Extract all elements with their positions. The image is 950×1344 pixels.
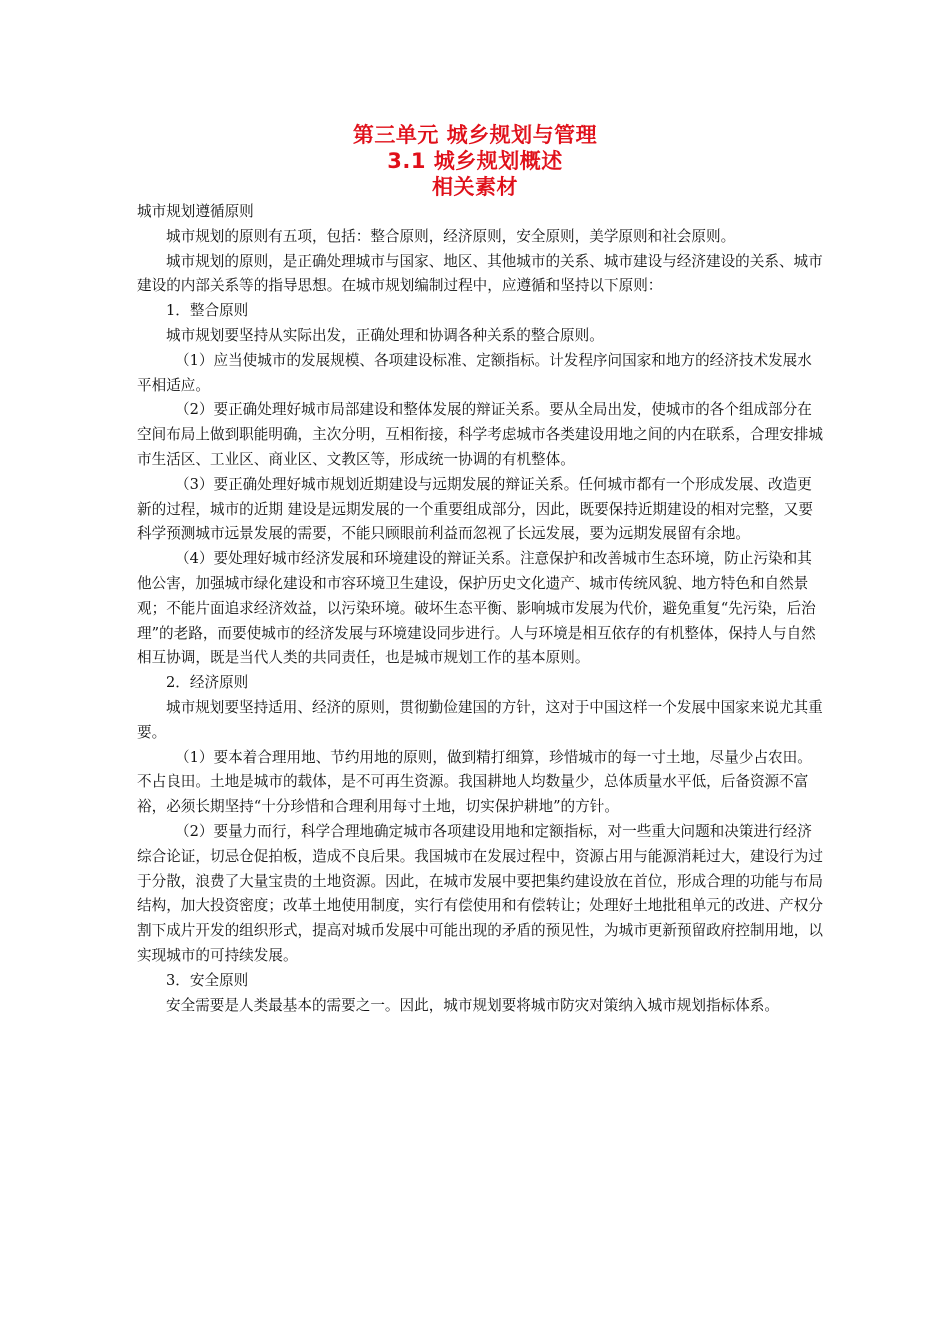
subheading-integration: 1．整合原则: [166, 302, 249, 320]
list-item: （1）要本着合理用地、节约用地的原则，做到精打细算，珍惜城市的每一寸土地，尽量少占农田。不占良田。土地是城市的载体，是不可再生资源。我国耕地人均数量少，总体质量水平低，后备资源不富裕，必须长期坚持“十分珍惜和合理利用每寸土地，切实保护耕地”的方针。: [137, 748, 812, 816]
title-line-unit: 第三单元 城乡规划与管理: [352, 123, 598, 147]
title-line-section: 3.1 城乡规划概述: [387, 149, 563, 173]
document-title: [0, 122, 950, 200]
subheading-safety: 3．安全原则: [166, 971, 249, 989]
list-item: （4）要处理好城市经济发展和环境建设的辩证关系。注意保护和改善城市生态环境，防止污染和其他公害，加强城市绿化建设和市容环境卫生建设，保护历史文化遗产、城市传统风貌、地方特色和自然景观；不能片面追求经济效益，以污染环境。破坏生态平衡、影响城市发展为代价，避免重复“先污染，后治理”的老路，而要使城市的经济发展与环境建设同步进行。人与环境是相互依存的有机整体，保持人与自然相互协调，既是当代人类的共同责任，也是城市规划工作的基本原则。: [137, 550, 816, 667]
paragraph: 安全需要是人类最基本的需要之一。因此，城市规划要将城市防灾对策纳入城市规划指标体系。: [166, 996, 779, 1014]
title-line-subtitle: 相关素材: [432, 175, 518, 199]
list-item: （1）应当使城市的发展规模、各项建设标准、定额指标。计发程序问国家和地方的经济技术发展水平相适应。: [137, 351, 812, 394]
list-item: （2）要正确处理好城市局部建设和整体发展的辩证关系。要从全局出发，使城市的各个组成部分在空间布局上做到职能明确，主次分明，互相衔接，科学考虑城市各类建设用地之间的内在联系，合理安排城市生活区、工业区、商业区、文教区等，形成统一协调的有机整体。: [137, 401, 823, 468]
paragraph: 城市规划的原则，是正确处理城市与国家、地区、其他城市的关系、城市建设与经济建设的关系、城市建设的内部关系等的指导思想。在城市规划编制过程中，应遵循和坚持以下原则：: [137, 252, 823, 295]
paragraph: 城市规划的原则有五项，包括：整合原则，经济原则，安全原则，美学原则和社会原则。: [166, 227, 736, 245]
subheading-economy: 2．经济原则: [166, 674, 249, 692]
paragraph: 城市规划要坚持从实际出发，正确处理和协调各种关系的整合原则。: [166, 326, 604, 344]
paragraph: 城市规划要坚持适用、经济的原则，贯彻勤俭建国的方针，这对于中国这样一个发展中国家来说尤其重要。: [137, 698, 823, 741]
list-item: （2）要量力而行，科学合理地确定城市各项建设用地和定额指标，对一些重大问题和决策进行经济综合论证，切忌仓促拍板，造成不良后果。我国城市在发展过程中，资源占用与能源消耗过大，建设行为过于分散，浪费了大量宝贵的土地资源。因此，在城市发展中要把集约建设放在首位，形成合理的功能与布局结构，加大投资密度；改革土地使用制度，实行有偿使用和有偿转让；处理好土地批租单元的改进、产权分割下成片开发的组织形式，提高对城币发展中可能出现的矛盾的预见性，为城市更新预留政府控制用地，以实现城市的可持续发展。: [137, 822, 823, 964]
list-item: （3）要正确处理好城市规划近期建设与远期发展的辩证关系。任何城市都有一个形成发展、改造更新的过程，城市的近期 建设是远期发展的一个重要组成部分，因此，既要保持近期建设的相对完整，又要科学预测城市远景发展的需要，不能只顾眼前利益而忽视了长远发展，要为远期发展留有余地。: [137, 475, 813, 543]
section-heading: 城市规划遵循原则: [137, 203, 254, 220]
document-body: [137, 200, 825, 1018]
